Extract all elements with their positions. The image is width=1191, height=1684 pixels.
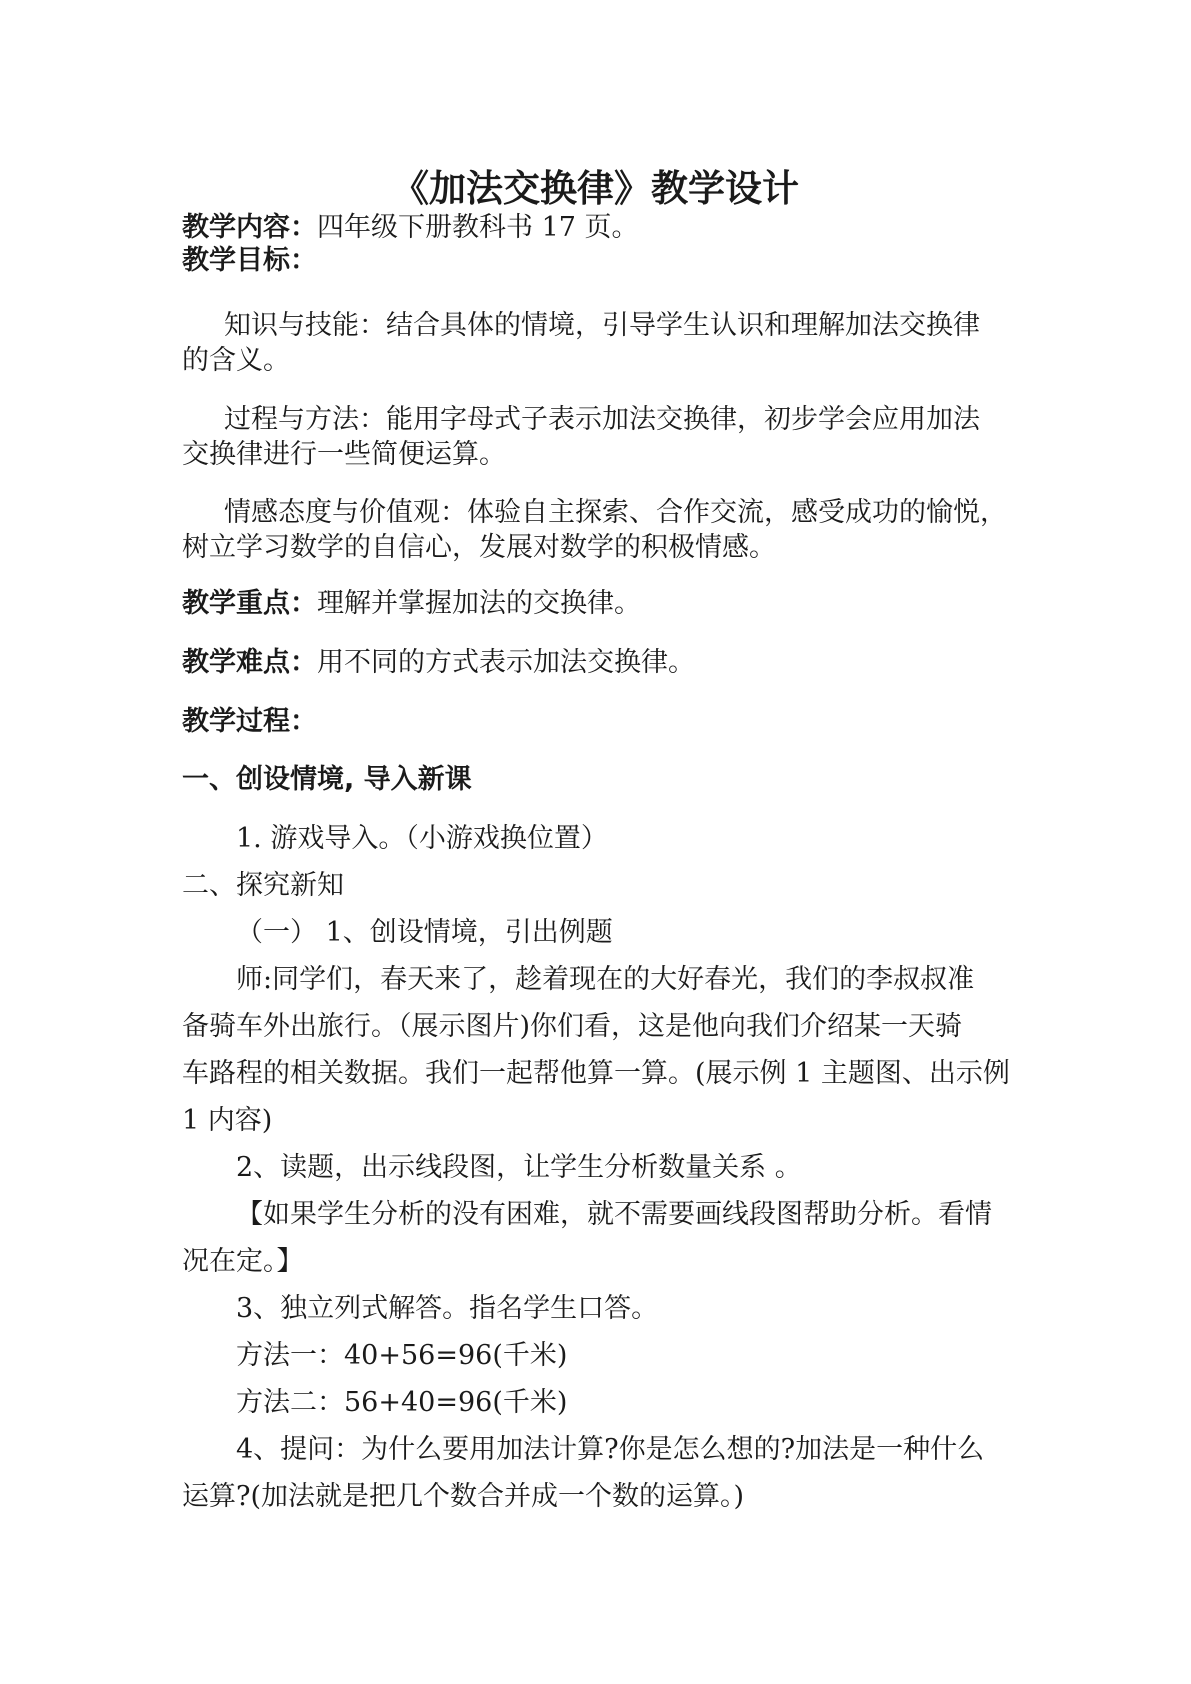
teaching-content-label: 教学内容： — [182, 212, 317, 243]
note-line-1: 【如果学生分析的没有困难，就不需要画线段图帮助分析。看情 — [236, 1199, 992, 1230]
goal-process-line-2: 交换律进行一些简便运算。 — [182, 439, 506, 470]
section-2-subheading-1: （一） 1、创设情境，引出例题 — [236, 917, 613, 948]
goal-knowledge-line-1: 知识与技能：结合具体的情境，引导学生认识和理解加法交换律 — [224, 310, 980, 341]
section-1-heading: 一、创设情境, 导入新课 — [182, 764, 472, 795]
teaching-goals-label-line — [182, 243, 1022, 279]
teaching-content-line — [182, 210, 1022, 246]
teaching-difficulty-label: 教学难点： — [182, 647, 317, 678]
paragraph-1-line-4: 1 内容) — [182, 1105, 273, 1136]
document-title: 《加法交换律》教学设计 — [392, 167, 799, 210]
teaching-difficulty-value: 用不同的方式表示加法交换律。 — [317, 647, 695, 678]
teaching-content-value: 四年级下册教科书 17 页。 — [317, 212, 639, 243]
goal-emotion-line-1: 情感态度与价值观：体验自主探索、合作交流，感受成功的愉悦， — [224, 497, 1007, 528]
paragraph-1-line-2: 备骑车外出旅行。（展示图片)你们看，这是他向我们介绍某一天骑 — [182, 1011, 963, 1042]
step-2-line: 2、读题，出示线段图，让学生分析数量关系 。 — [236, 1152, 802, 1183]
note-line-2: 况在定。】 — [182, 1246, 304, 1277]
step-4-line-1: 4、提问：为什么要用加法计算?你是怎么想的?加法是一种什么 — [236, 1434, 985, 1465]
goal-emotion-line-2: 树立学习数学的自信心，发展对数学的积极情感。 — [182, 532, 776, 563]
method-1-line: 方法一：40+56=96(千米) — [236, 1340, 568, 1371]
teaching-process-label: 教学过程： — [182, 706, 317, 737]
goal-process-line-1: 过程与方法：能用字母式子表示加法交换律，初步学会应用加法 — [224, 404, 980, 435]
teaching-process-line — [182, 704, 1022, 740]
section-2-heading: 二、探究新知 — [182, 870, 344, 901]
step-3-line: 3、独立列式解答。指名学生口答。 — [236, 1293, 659, 1324]
teaching-key-label: 教学重点： — [182, 588, 317, 619]
goal-knowledge-line-2: 的含义。 — [182, 345, 290, 376]
paragraph-1-line-3: 车路程的相关数据。我们一起帮他算一算。(展示例 1 主题图、出示例 — [182, 1058, 1010, 1089]
teaching-key-value: 理解并掌握加法的交换律。 — [317, 588, 641, 619]
paragraph-1-line-1: 师:同学们，春天来了，趁着现在的大好春光，我们的李叔叔准 — [236, 964, 975, 995]
section-1-item-1: 1. 游戏导入。（小游戏换位置） — [236, 823, 608, 854]
step-4-line-2: 运算?(加法就是把几个数合并成一个数的运算。) — [182, 1481, 745, 1512]
teaching-difficulty-line — [182, 645, 1022, 681]
method-2-line: 方法二：56+40=96(千米) — [236, 1387, 568, 1418]
teaching-key-line — [182, 586, 1022, 622]
teaching-goals-label: 教学目标： — [182, 245, 317, 276]
